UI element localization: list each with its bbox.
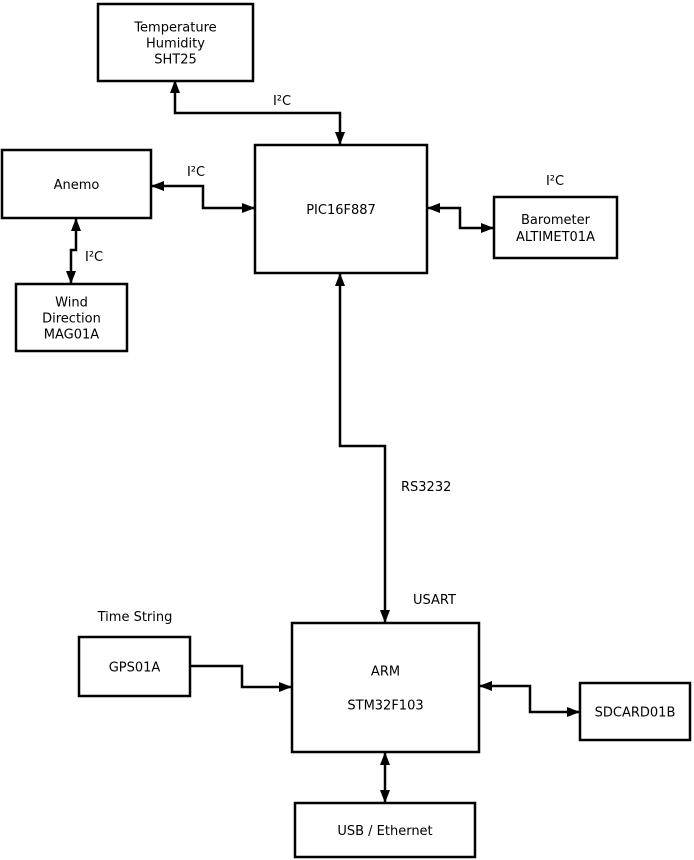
connector-pic-barometer (428, 208, 493, 228)
block-sdcard01b-label: SDCARD01B (594, 705, 676, 721)
label-i2c-barometer: I²C (545, 174, 565, 189)
connector-sht25-pic (175, 81, 340, 144)
block-usb-ethernet (295, 803, 475, 857)
block-usb-ethernet-label: USB / Ethernet (337, 824, 433, 839)
connector-gps-arm (190, 666, 291, 687)
block-barometer-label: Barometer ALTIMET01A (516, 213, 595, 245)
label-usart: USART (413, 593, 456, 608)
connector-anemo-wind (71, 219, 76, 283)
label-time-string: Time String (97, 610, 173, 625)
block-arm-rect (292, 623, 479, 752)
block-wind-direction-label: Wind Direction MAG01A (42, 295, 101, 343)
block-barometer (494, 197, 617, 258)
blocks-layer (2, 4, 690, 857)
block-anemo (2, 150, 151, 218)
label-i2c-anemo-pic: I²C (186, 165, 206, 180)
block-wind-direction (16, 284, 127, 351)
connector-anemo-pic (152, 186, 254, 208)
block-sht25 (98, 4, 253, 81)
connector-pic-arm (340, 274, 385, 622)
label-rs3232: RS3232 (401, 480, 452, 495)
block-arm (292, 623, 479, 752)
block-gps01a (79, 637, 190, 696)
block-anemo-label: Anemo (53, 178, 100, 193)
block-pic16f887-label: PIC16F887 (306, 203, 376, 218)
block-gps01a-label: GPS01A (108, 660, 161, 676)
label-i2c-anemo-wind: I²C (85, 250, 104, 265)
block-sht25-label: Temperature Humidity SHT25 (134, 20, 217, 68)
block-pic16f887 (255, 145, 427, 273)
block-sdcard01b (580, 683, 690, 740)
label-i2c-sht25-pic: I²C (272, 94, 292, 109)
connector-arm-sdcard (480, 686, 579, 712)
block-arm-label: ARM STM32F103 (347, 664, 424, 714)
